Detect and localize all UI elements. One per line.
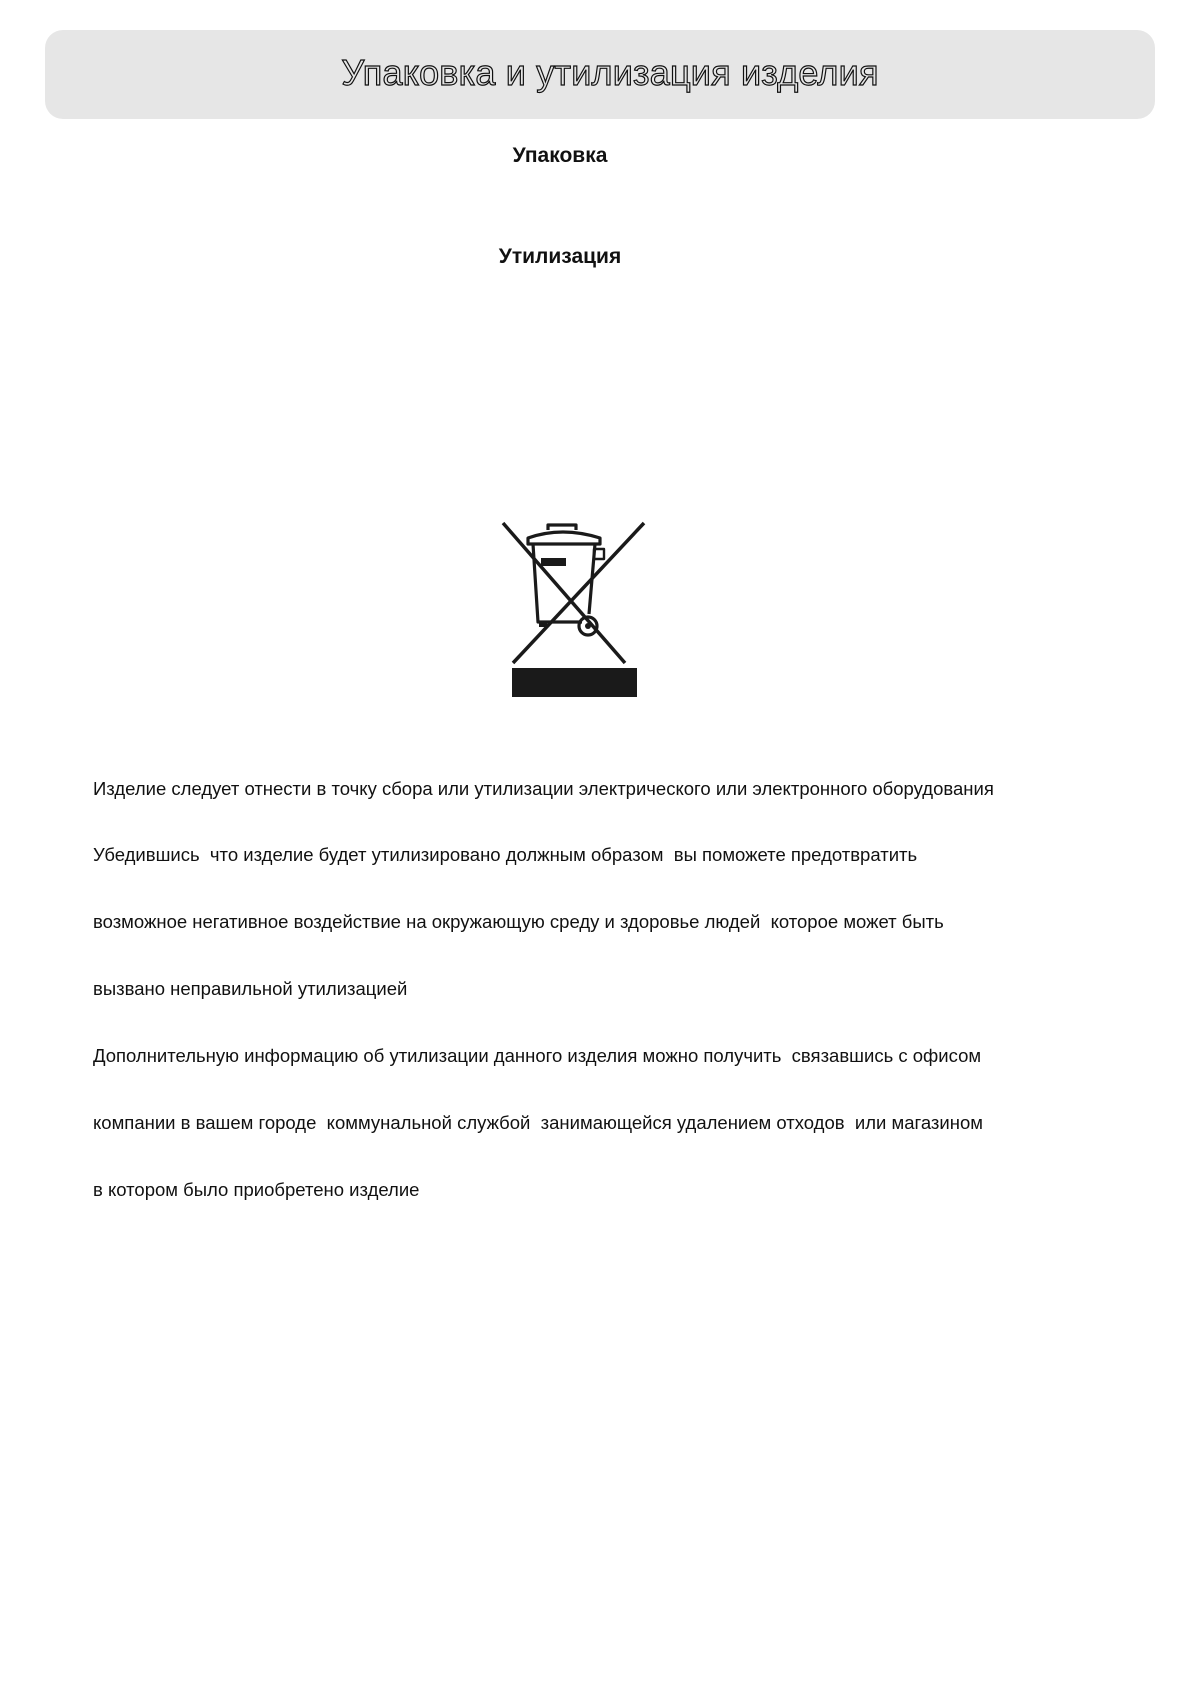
disposal-text-line: в котором было приобретено изделие — [93, 1178, 420, 1200]
disposal-text-line: Дополнительную информацию об утилизации данного изделия можно получить связавшись с офисом — [93, 1045, 982, 1067]
title-bar — [45, 30, 1155, 119]
disposal-text-line: Убедившись что изделие будет утилизировано должным образом вы поможете предотвратить — [93, 844, 918, 866]
page-title: Упаковка и утилизация изделия — [341, 51, 879, 93]
crossed-out-wheelie-bin-icon — [488, 498, 658, 698]
disposal-text-line: компании в вашем городе коммунальной службой занимающейся удалением отходов или магазином — [93, 1112, 983, 1134]
disposal-instructions — [93, 733, 1133, 1224]
section-heading-disposal: Утилизация — [498, 245, 622, 268]
section-heading-packaging: Упаковка — [512, 144, 608, 167]
disposal-text-line: вызвано неправильной утилизацией — [93, 978, 408, 1000]
disposal-text-line: возможное негативное воздействие на окружающую среду и здоровье людей которое может быть — [93, 911, 944, 933]
disposal-text-line: Изделие следует отнести в точку сбора или утилизации электрического или электронного оборудования — [93, 777, 994, 799]
